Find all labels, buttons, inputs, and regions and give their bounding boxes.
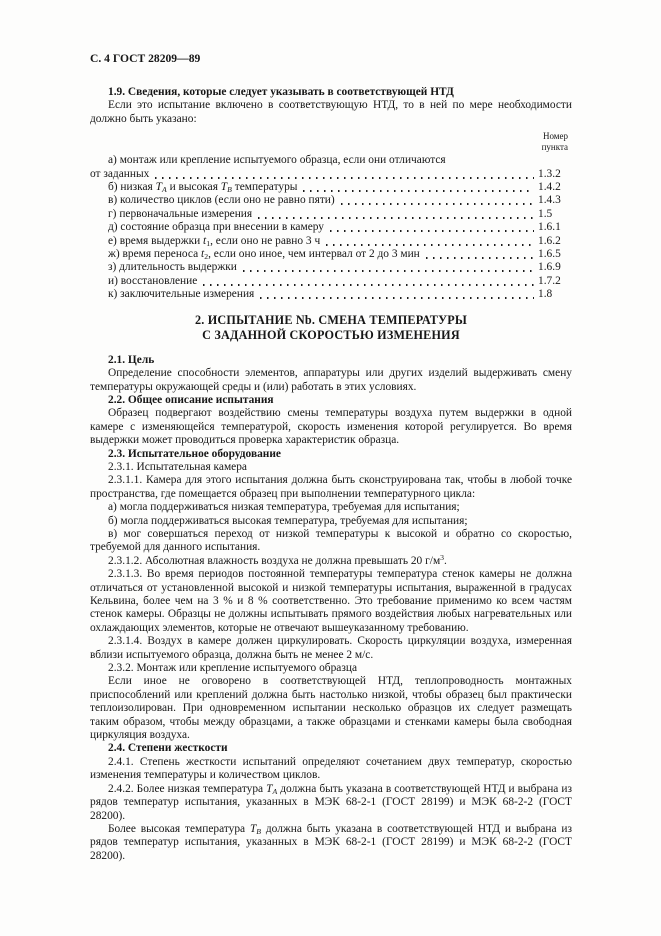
paragraph	[90, 474, 572, 501]
text-run: должна быть указана в соответствующей НТД и выбрана из рядов температур испытания, указанных в МЭК 68-2-1 (ГОСТ 28199) и МЭК 68-2-2 (ГОСТ 28200).	[90, 822, 572, 862]
text-run: должна быть указана в соответствующей НТД и выбрана из рядов температур испытания, указанных в МЭК 68-2-1 (ГОСТ 28199) и МЭК 68-2-2 (ГОСТ 28200).	[90, 782, 572, 822]
text-run: к) заключительные измерения	[108, 288, 255, 301]
text-run: д) состояние образца при внесении в камеру	[108, 221, 324, 234]
ntd-item-label	[108, 208, 252, 221]
text-run: е) время выдержки	[108, 234, 204, 247]
text-run: температуры	[231, 181, 298, 194]
text-run: Т	[249, 822, 257, 835]
subsection-heading	[90, 354, 572, 367]
dot-leader	[326, 235, 534, 248]
paragraph	[90, 568, 572, 635]
ref-column-header-line1: Номер	[542, 131, 568, 142]
dot-leader	[330, 221, 534, 234]
text-run: 2.3.1. Испытательная камера	[108, 460, 247, 473]
text-run: Более высокая температура	[108, 822, 250, 835]
text-run: А	[161, 184, 167, 194]
ntd-item-clause-number: 1.6.1	[538, 221, 561, 234]
text-run: В	[227, 184, 232, 194]
text-run: Если иное не оговорено в соответствующей НТД, теплопроводность монтажных приспособлений или креплений должна быть настолько низкой, чтобы образец был практически теплоизолирован. При одновременном испытании несколько образцов их следует размещать таким образом, чтобы между образцами, а также образцами и стенками камеры была свободная циркуляция воздуха.	[90, 675, 572, 742]
ntd-item-row	[90, 288, 572, 301]
dot-leader	[258, 208, 534, 221]
ntd-item-clause-number: 1.4.3	[538, 194, 561, 207]
ntd-item-clause-number: 1.4.2	[538, 181, 561, 194]
ntd-item-label	[108, 194, 335, 207]
ntd-item-row	[90, 168, 572, 181]
ntd-items-list	[90, 154, 572, 301]
text-run: Т	[266, 782, 273, 795]
paragraph	[90, 515, 572, 528]
text-run: , если оно иное, чем интервал от 2 до 3 мин	[208, 248, 420, 261]
paragraph	[90, 635, 572, 662]
ref-column-header	[90, 131, 568, 152]
paragraph	[90, 783, 572, 823]
text-run: 2.3.1.4. Воздух в камере должен циркулировать. Скорость циркуляции воздуха, измеренная вблизи испытуемого образца, должна быть не менее 2 м/с.	[90, 635, 572, 661]
text-run: б) могла поддерживаться высокая температура, требуемая для испытания;	[108, 514, 468, 527]
text-run: и высокая	[166, 181, 221, 194]
paragraph	[90, 675, 572, 742]
text-run: 3	[440, 552, 445, 562]
subsection-heading	[90, 394, 572, 407]
ntd-item-label	[108, 261, 237, 274]
text-run: Т	[220, 181, 228, 194]
text-run: Образец подвергают воздействию смены температуры воздуха путем выдержки в одной камере с изменяющейся температурой, скорость изменения которой регулируется. Во время выдержки может проводиться проверка характеристик образца.	[90, 407, 572, 447]
text-run: 1	[206, 238, 211, 248]
ref-column-header-line2: пункта	[541, 141, 568, 152]
ntd-item-row	[90, 221, 572, 234]
text-run: 2.1. Цель	[108, 353, 155, 366]
text-run: а) могла поддерживаться низкая температура, требуемая для испытания;	[108, 501, 460, 514]
ntd-item-row	[90, 261, 572, 274]
section-1-9-intro: Если это испытание включено в соответствующую НТД, то в ней по мере необходимости должно быть указано:	[90, 99, 572, 125]
ntd-item-clause-number: 1.6.5	[538, 248, 561, 261]
text-run: и) восстановление	[108, 274, 198, 287]
ntd-item	[90, 288, 572, 301]
dot-leader	[155, 168, 534, 181]
text-run: з) длительность выдержки	[108, 261, 237, 274]
ntd-item-clause-number: 1.6.2	[538, 234, 561, 247]
ntd-item-label	[108, 221, 324, 234]
ntd-item-label	[108, 288, 254, 301]
dot-leader	[203, 275, 534, 288]
text-run: г) первоначальные измерения	[108, 207, 253, 220]
ntd-item	[90, 181, 572, 194]
ntd-item	[90, 275, 572, 288]
text-run: 2.4.2. Более низкая температура	[108, 782, 267, 795]
ntd-item-clause-number: 1.7.2	[538, 274, 561, 287]
ntd-item-row	[90, 194, 572, 207]
ntd-item	[90, 194, 572, 207]
paragraph	[90, 662, 572, 675]
text-run: ж) время переноса	[108, 248, 202, 261]
dot-leader	[426, 248, 534, 261]
ntd-item-label	[108, 235, 320, 248]
ntd-item-label	[108, 248, 420, 261]
dot-leader	[303, 181, 534, 194]
section-1-9-title: 1.9. Сведения, которые следует указывать в соответствующей НТД	[108, 86, 454, 98]
ntd-item	[90, 261, 572, 274]
ntd-item-row	[90, 181, 572, 194]
ntd-item-clause-number: 1.5	[538, 207, 553, 220]
ntd-item	[90, 248, 572, 261]
text-run: .	[444, 554, 447, 567]
text-run: б) низкая	[108, 181, 156, 194]
text-run: t	[201, 248, 205, 261]
ntd-item-clause-number: 1.6.9	[538, 261, 561, 274]
section-1-9	[90, 86, 572, 302]
text-run: Определение способности элементов, аппаратуры или других изделий выдерживать смену температуры окружающей среды и (или) работать в этих условиях.	[90, 367, 572, 393]
text-run: А	[272, 786, 278, 796]
section-2-heading	[90, 313, 572, 344]
paragraph	[90, 367, 572, 394]
section-2-heading-line2: С ЗАДАННОЙ СКОРОСТЬЮ ИЗМЕНЕНИЯ	[202, 328, 460, 343]
text-run: в) мог совершаться переход от низкой температуры к высокой и обратно со скоростью, требуемой для данного испытания.	[90, 527, 572, 554]
text-run: 2.4.1. Степень жесткости испытаний определяют сочетанием двух температур, скоростью изменения температуры и количеством циклов.	[90, 755, 572, 782]
paragraph	[90, 823, 572, 863]
subsection-heading	[90, 448, 572, 461]
text-run: 2.3.1.2. Абсолютная влажность воздуха не должна превышать 20 г/м	[108, 554, 441, 567]
ntd-item-label	[108, 181, 297, 194]
text-run: 2.3.1.3. Во время периодов постоянной температуры температура стенок камеры не должна отличаться от установленной высокой и низкой температуры испытания, выраженной в градусах Кельвина, более чем на 3 % и 8 % соответственно. Это требование применимо ко всем частям стенок камеры. Образцы не должны испытывать прямого воздействия любых нагревательных или охлаждающих элементов, которые не отвечают вышеуказанному требованию.	[90, 568, 572, 634]
dot-leader	[260, 288, 534, 301]
section-2-body	[90, 354, 572, 863]
subsection-heading	[90, 742, 572, 755]
dot-leader	[243, 261, 534, 274]
paragraph	[90, 407, 572, 447]
ntd-item	[90, 235, 572, 248]
ntd-item-row	[90, 248, 572, 261]
text-run: 2	[204, 252, 209, 261]
paragraph	[90, 461, 572, 474]
text-run: 2.3.2. Монтаж или крепление испытуемого образца	[108, 662, 357, 675]
text-run: 2.3.1.1. Камера для этого испытания должна быть сконструирована так, чтобы в любой точке пространства, где помещается образец при выполнении температурного цикла:	[90, 474, 572, 500]
ntd-item-first-line: а) монтаж или крепление испытуемого образца, если они отличаются	[108, 154, 446, 167]
paragraph	[90, 528, 572, 555]
paragraph	[90, 552, 572, 568]
ntd-item-row	[90, 275, 572, 288]
ntd-item-clause-number: 1.8	[538, 288, 553, 301]
text-run: 2.2. Общее описание испытания	[108, 393, 274, 406]
text-run: , если оно не равно 3 ч	[210, 234, 321, 247]
text-run: от заданных	[90, 167, 150, 180]
text-run: В	[256, 826, 262, 836]
text-run: в) количество циклов (если оно не равно пяти)	[108, 194, 335, 207]
section-2-heading-line1: 2. ИСПЫТАНИЕ Nb. СМЕНА ТЕМПЕРАТУРЫ	[194, 312, 468, 327]
dot-leader	[341, 194, 534, 207]
paragraph	[90, 501, 572, 514]
ntd-item	[90, 208, 572, 221]
text-run: Т	[155, 181, 162, 194]
page-header: С. 4 ГОСТ 28209—89	[90, 52, 201, 65]
text-run: 2.4. Степени жесткости	[108, 742, 228, 755]
ntd-item-row	[90, 235, 572, 248]
text-run: 2.3. Испытательное оборудование	[108, 447, 281, 460]
ntd-item-row	[90, 208, 572, 221]
ntd-item	[90, 221, 572, 234]
ntd-item	[90, 154, 572, 181]
ntd-item-label	[108, 275, 197, 288]
ntd-item-label	[90, 168, 149, 181]
ntd-item-clause-number: 1.3.2	[538, 167, 561, 180]
text-run: t	[203, 234, 207, 247]
paragraph	[90, 756, 572, 783]
